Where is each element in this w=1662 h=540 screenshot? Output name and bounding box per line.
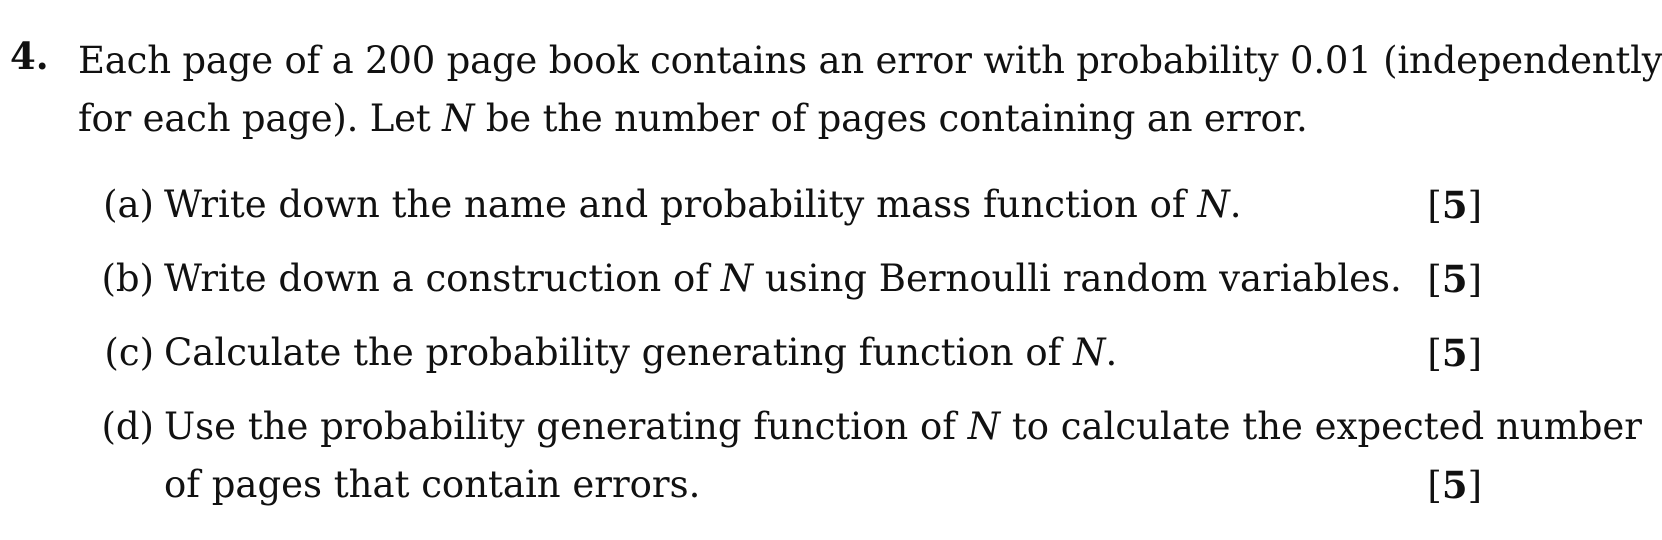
part-text: [164, 398, 1642, 456]
part-text-segment: Write down a construction of: [164, 257, 721, 300]
part-text: [164, 324, 1117, 382]
part-text: [164, 250, 1402, 308]
stem-line-1: Each page of a 200 page book contains an error with probability 0.01 (independently: [78, 39, 1662, 82]
question-stem: [78, 32, 1662, 148]
question-number: 4.: [10, 34, 49, 78]
part-text-segment: to calculate the expected number: [1000, 405, 1642, 448]
variable-n: N: [1197, 183, 1230, 226]
part-text-segment: .: [1105, 331, 1118, 374]
stem-text: for each page). Let: [78, 97, 443, 140]
part-text-segment: Calculate the probability generating function of: [164, 331, 1074, 374]
part-text: [164, 176, 1241, 234]
marks-value: 5: [1441, 257, 1468, 301]
part-label: (b): [101, 257, 154, 300]
variable-n: N: [442, 97, 475, 140]
stem-line-2: [78, 90, 1488, 148]
part-label: (c): [104, 331, 154, 374]
variable-n: N: [1073, 331, 1106, 374]
marks-badge: [5]: [1427, 257, 1482, 301]
part-label: (d): [101, 405, 154, 448]
marks-badge: [5]: [1427, 463, 1482, 507]
variable-n: N: [967, 405, 1001, 448]
marks-value: 5: [1441, 183, 1468, 227]
marks-value: 5: [1441, 463, 1468, 507]
part-text-segment: Write down the name and probability mass function of: [164, 183, 1198, 226]
variable-n: N: [720, 257, 754, 300]
part-text-line-2: of pages that contain errors.: [164, 463, 701, 506]
marks-badge: [5]: [1427, 331, 1482, 375]
part-label: (a): [103, 183, 154, 226]
part-text-segment: Use the probability generating function of: [164, 405, 968, 448]
stem-text: be the number of pages containing an error.: [474, 97, 1308, 140]
marks-badge: [5]: [1427, 183, 1482, 227]
part-text-segment: using Bernoulli random variables.: [753, 257, 1402, 300]
part-text-segment: .: [1229, 183, 1242, 226]
marks-value: 5: [1441, 331, 1468, 375]
